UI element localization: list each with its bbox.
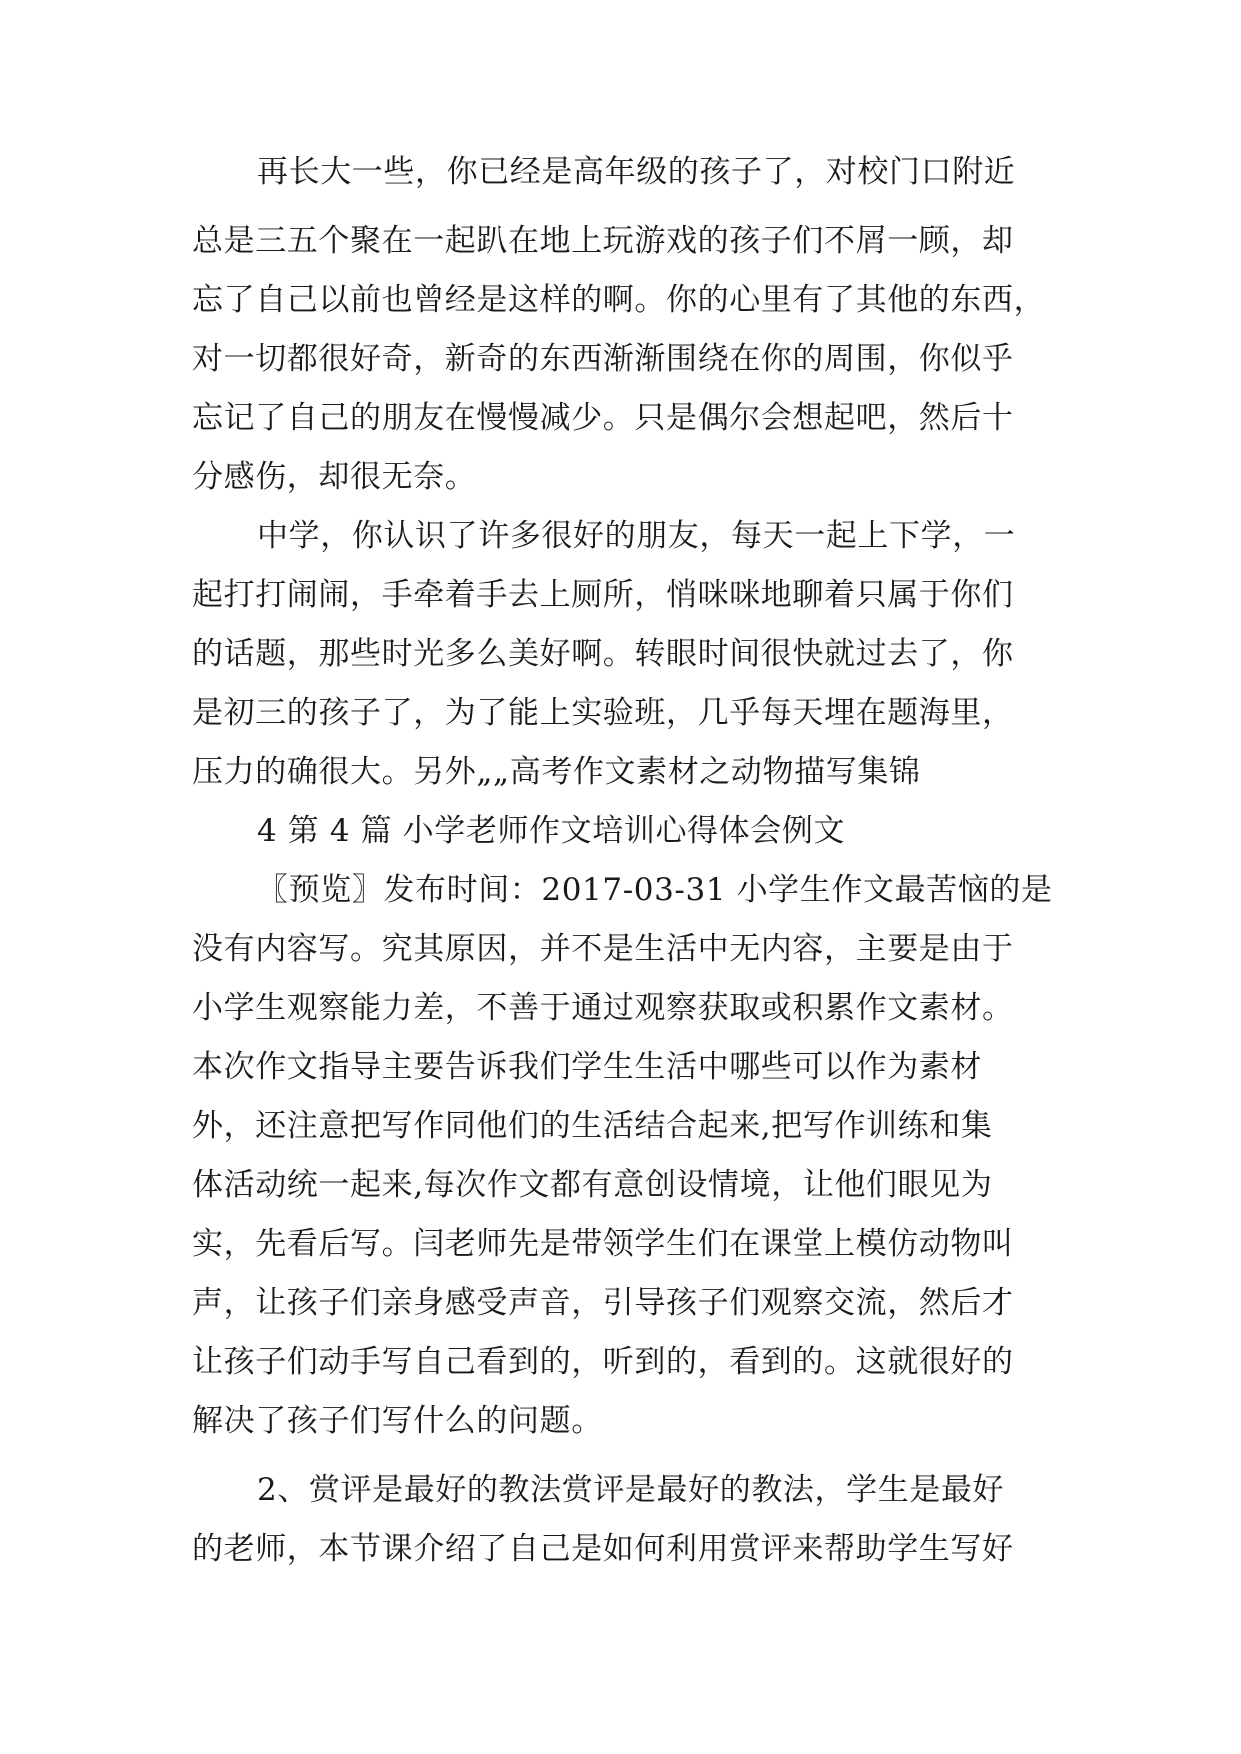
paragraph-line: 忘了自己以前也曾经是这样的啊。你的心里有了其他的东西， (192, 282, 1046, 318)
paragraph-line: 声，让孩子们亲身感受声音，引导孩子们观察交流，然后才 (192, 1285, 1014, 1321)
paragraph-line: 的话题，那些时光多么美好啊。转眼时间很快就过去了，你 (192, 636, 1014, 672)
section-heading: 4 第 4 篇 小学老师作文培训心得体会例文 (257, 813, 846, 849)
paragraph-line: 2、赏评是最好的教法赏评是最好的教法，学生是最好 (257, 1472, 1005, 1508)
paragraph-line: 小学生观察能力差，不善于通过观察获取或积累作文素材。 (192, 990, 1014, 1026)
paragraph-line: 〖预览〗发布时间：2017-03-31 小学生作文最苦恼的是 (257, 872, 1053, 908)
paragraph-line: 起打打闹闹，手牵着手去上厕所，悄咪咪地聊着只属于你们 (192, 577, 1014, 613)
paragraph-line: 没有内容写。究其原因，并不是生活中无内容，主要是由于 (192, 931, 1014, 967)
paragraph-line: 压力的确很大。另外„„高考作文素材之动物描写集锦 (192, 754, 921, 790)
paragraph-line: 的老师，本节课介绍了自己是如何利用赏评来帮助学生写好 (192, 1531, 1014, 1567)
paragraph-line: 本次作文指导主要告诉我们学生生活中哪些可以作为素材 (192, 1049, 982, 1085)
paragraph-line: 外，还注意把写作同他们的生活结合起来,把写作训练和集 (192, 1108, 993, 1144)
paragraph-line: 是初三的孩子了，为了能上实验班，几乎每天埋在题海里， (192, 695, 1014, 731)
paragraph-line: 实，先看后写。闫老师先是带领学生们在课堂上模仿动物叫 (192, 1226, 1014, 1262)
paragraph-line: 分感伤，却很无奈。 (192, 459, 477, 495)
paragraph-line: 中学，你认识了许多很好的朋友，每天一起上下学，一 (257, 518, 1016, 554)
paragraph-line: 对一切都很好奇，新奇的东西渐渐围绕在你的周围，你似乎 (192, 341, 1014, 377)
paragraph-line: 再长大一些，你已经是高年级的孩子了，对校门口附近 (257, 154, 1016, 190)
paragraph-line: 解决了孩子们写什么的问题。 (192, 1403, 603, 1439)
paragraph-line: 忘记了自己的朋友在慢慢减少。只是偶尔会想起吧，然后十 (192, 400, 1014, 436)
paragraph-line: 让孩子们动手写自己看到的，听到的，看到的。这就很好的 (192, 1344, 1014, 1380)
paragraph-line: 体活动统一起来,每次作文都有意创设情境，让他们眼见为 (192, 1167, 993, 1203)
paragraph-line: 总是三五个聚在一起趴在地上玩游戏的孩子们不屑一顾，却 (192, 223, 1014, 259)
